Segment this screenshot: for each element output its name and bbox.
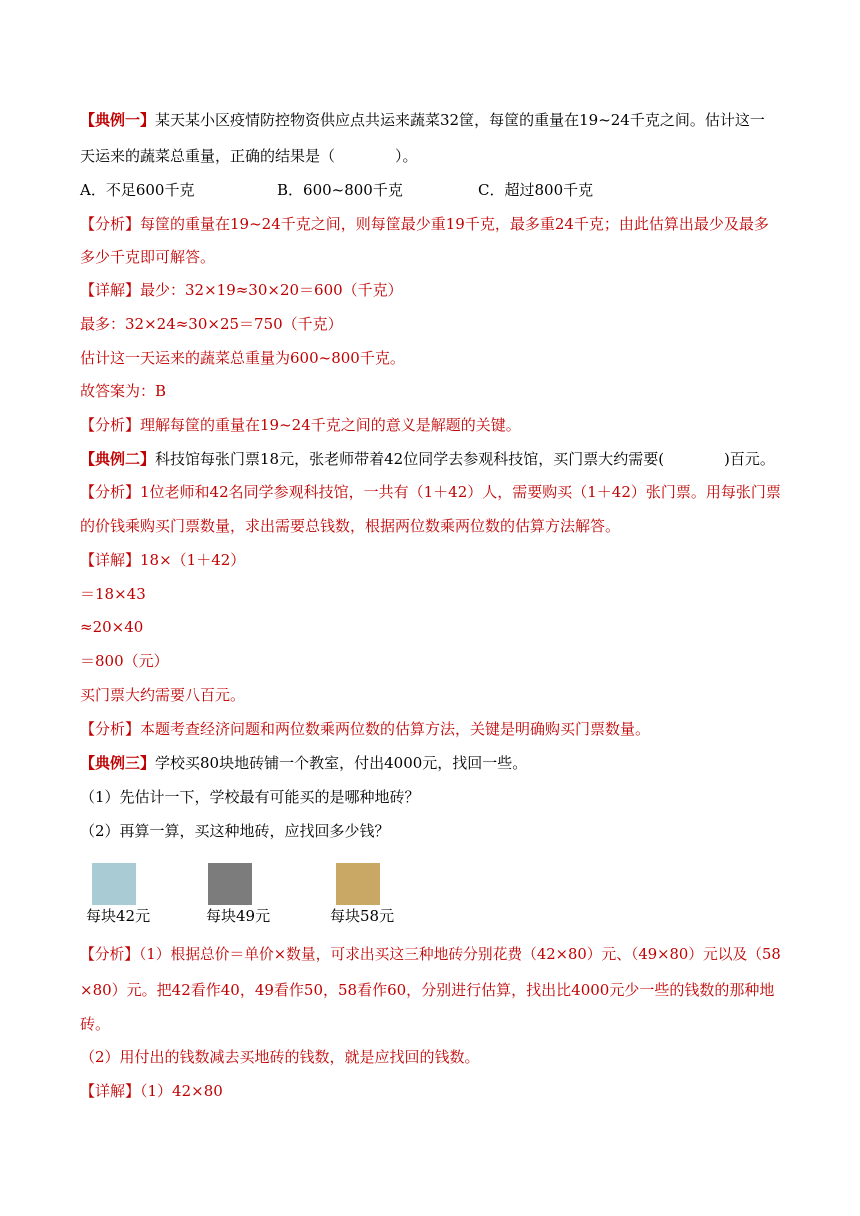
tile-price-label: 每块49元: [206, 907, 271, 925]
example3-detail-line1: 【详解】（1）42×80: [80, 1082, 223, 1100]
example1-tag: 【典例一】: [80, 111, 156, 129]
tile-tan-image: [336, 863, 380, 905]
example3-analysis-line2: ×80）元。把42看作40，49看作50，58看作60，分别进行估算，找出比4000元少一些的钱数的那种地: [80, 981, 775, 999]
example3-tag: 【典例三】: [80, 754, 156, 772]
example2-detail-line4: ＝800（元）: [80, 652, 169, 670]
example1-option-b: B．600~800千克: [277, 181, 403, 199]
tile-light-blue-image: [92, 863, 136, 905]
example1-question-line2: 天运来的蔬菜总重量，正确的结果是（ ）。: [80, 147, 418, 165]
example2-detail-line2: ＝18×43: [80, 585, 146, 603]
example2-analysis-line1: 【分析】1位老师和42名同学参观科技馆，一共有（1＋42）人，需要购买（1＋42）张门票。用每张门票: [80, 483, 781, 501]
example1-detail-line1: 【详解】最少：32×19≈30×20＝600（千克）: [80, 281, 403, 299]
example1-option-c: C．超过800千克: [478, 181, 594, 199]
example3-subquestion2: （2）再算一算，买这种地砖，应找回多少钱？: [80, 822, 390, 840]
example1-analysis-line1: 【分析】每筐的重量在19~24千克之间，则每筐最少重19千克，最多重24千克；由此估算出最少及最多: [80, 215, 769, 233]
example3-subquestion1: （1）先估计一下，学校最有可能买的是哪种地砖？: [80, 788, 420, 806]
example2-detail-line3: ≈20×40: [80, 618, 144, 636]
example2-tag: 【典例二】: [80, 450, 156, 468]
example1-question-text: 某天某小区疫情防控物资供应点共运来蔬菜32筐，每筐的重量在19~24千克之间。估计这一: [155, 111, 765, 129]
example2-summary: 【分析】本题考查经济问题和两位数乘两位数的估算方法，关键是明确购买门票数量。: [80, 720, 651, 738]
example3-analysis-line3: 砖。: [80, 1015, 111, 1033]
example1-question-line1: [80, 110, 765, 130]
tile-price-label: 每块42元: [86, 907, 151, 925]
example2-question-text: 科技馆每张门票18元，张老师带着42位同学去参观科技馆，买门票大约需要( )百元。: [155, 450, 775, 468]
example2-question: [80, 449, 775, 469]
example2-detail-line1: 【详解】18×（1＋42）: [80, 551, 246, 569]
tile-gray-image: [208, 863, 252, 905]
example3-analysis-line4: （2）用付出的钱数减去买地砖的钱数，就是应找回的钱数。: [80, 1048, 480, 1066]
example3-question-text: 学校买80块地砖铺一个教室，付出4000元，找回一些。: [155, 754, 528, 772]
example1-option-a: A．不足600千克: [80, 181, 195, 199]
example1-detail-line3: 估计这一天运来的蔬菜总重量为600~800千克。: [80, 349, 405, 367]
example3-question: [80, 753, 527, 773]
example2-detail-line5: 买门票大约需要八百元。: [80, 686, 246, 704]
example1-answer: 故答案为：B: [80, 382, 167, 400]
example1-analysis-line2: 多少千克即可解答。: [80, 248, 216, 266]
example1-summary: 【分析】理解每筐的重量在19~24千克之间的意义是解题的关键。: [80, 416, 521, 434]
tile-price-label: 每块58元: [330, 907, 395, 925]
example2-analysis-line2: 的价钱乘购买门票数量，求出需要总钱数，根据两位数乘两位数的估算方法解答。: [80, 517, 621, 535]
example1-detail-line2: 最多：32×24≈30×25＝750（千克）: [80, 315, 343, 333]
example3-analysis-line1: 【分析】（1）根据总价＝单价×数量，可求出买这三种地砖分别花费（42×80）元、（49×80）元以及（58: [80, 946, 781, 963]
